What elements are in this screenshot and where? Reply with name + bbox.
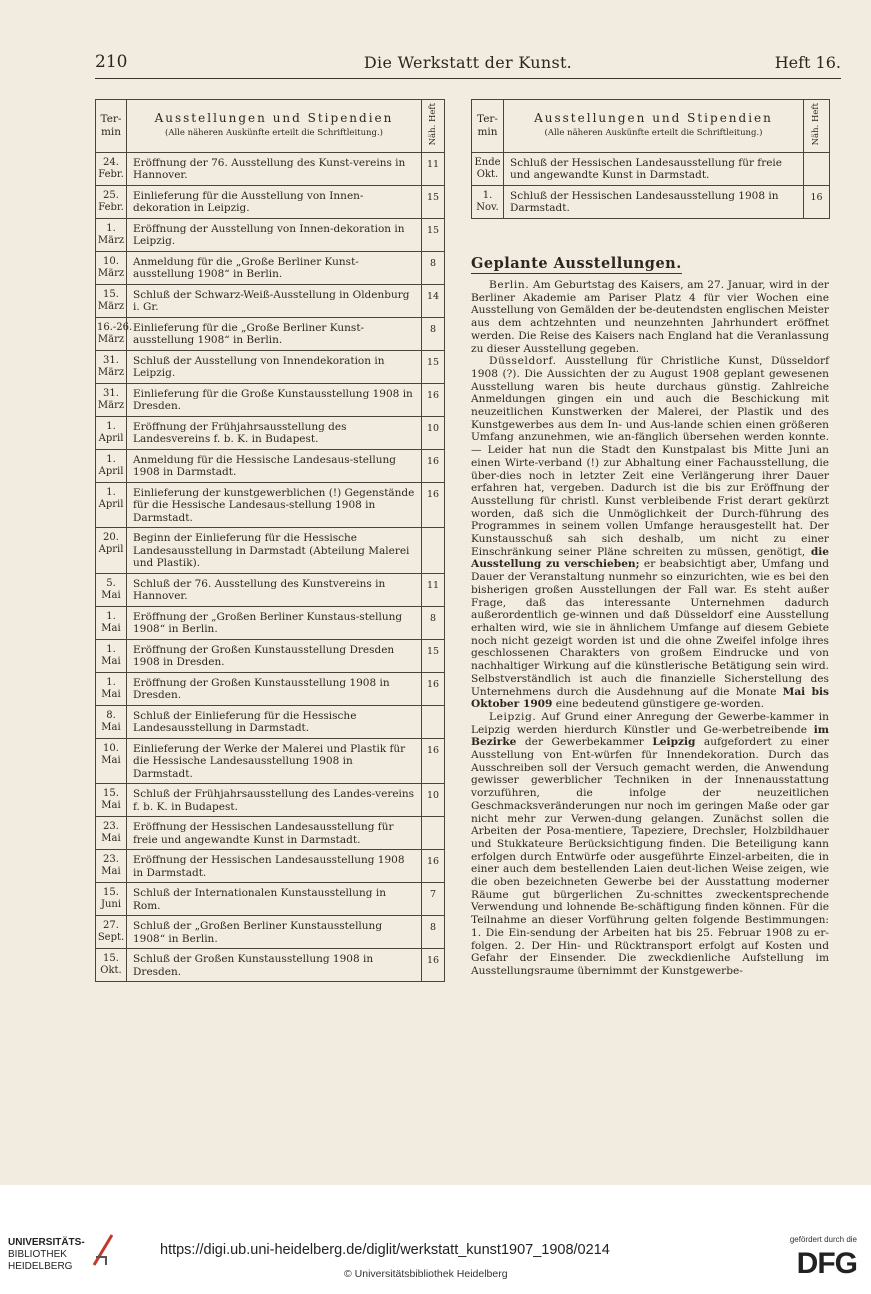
row-heft: 16: [422, 949, 445, 982]
row-text: Eröffnung der Frühjahrsausstellung des Landesvereins f. b. K. in Budapest.: [127, 416, 422, 449]
row-text: Eröffnung der Großen Kunstausstellung Dresden 1908 in Dresden.: [127, 639, 422, 672]
row-heft: 15: [422, 218, 445, 251]
row-text: Eröffnung der „Großen Berliner Kunstaus-stellung 1908“ in Berlin.: [127, 606, 422, 639]
section-heading: Geplante Ausstellungen.: [471, 255, 682, 272]
row-date: 1. Nov.: [472, 185, 504, 218]
row-date: 5. Mai: [96, 573, 127, 606]
paragraph-berlin: Berlin. Am Geburtstag des Kaisers, am 27. Januar, wird in der Berliner Akademie am Pariser Platz 4 für vier Wochen eine Ausstellung von Gemälden der be-deutendsten englischen Meister aus dem achtzehnten und neunzehnten Jahrhundert eröffnet werden. Die Reise des Kaisers nach England hat die Veranlassung zu dieser Ausstellung gegeben.: [471, 279, 829, 355]
table-row: [96, 185, 445, 218]
col-date-header: Ter- min: [96, 100, 127, 153]
table-row: [96, 317, 445, 350]
table-row: [96, 416, 445, 449]
col-title-header: Ausstellungen und Stipendien (Alle näheren Auskünfte erteilt die Schriftleitung.): [504, 100, 804, 153]
row-text: Eröffnung der 76. Ausstellung des Kunst-vereins in Hannover.: [127, 152, 422, 185]
table-row: [96, 916, 445, 949]
table-row: [96, 883, 445, 916]
row-date: 10. Mai: [96, 738, 127, 784]
table-row: [96, 672, 445, 705]
row-date: Ende Okt.: [472, 152, 504, 185]
paragraph-duesseldorf: Düsseldorf. Ausstellung für Christliche Kunst, Düsseldorf 1908 (?). Die Aussichten der zu August 1908 geplant gewesenen Ausstellung waren bis heute durchaus günstig. Zahlreiche Anmeldungen gingen ein und auch die Beschickung mit neuzeitlichen Kunstwerken der Malerei, der Plastik und des Kunstgewerbes aus dem In- und Aus-lande schien einen größeren Umfang anzunehmen, wie an-fänglich übersehen werden konnte. — Leider hat nun die Stadt den Kunstpalast bis Mitte Juni an einen Wirte-verband (!) zur Abhaltung einer Fachausstellung, die über-dies noch in letzter Zeit eine Verlängerung ihrer Dauer erfahren hat, vergeben. Dadurch ist die bis zur Eröffnung der Ausstellung für christl. Kunst verbleibende Frist derart gekürzt worden, daß sich die Unmöglichkeit der Durch-führung des Programmes in seinem vollen Umfange herausgestellt hat. Der Kunstausschuß sah sich deshalb, um nicht zu einer Einschränkung seiner Pläne schreiten zu müssen, genötigt, die Ausstellung zu verschieben; er beabsichtigt aber, Umfang und Dauer der Veranstaltung nunmehr so einzurichten, wie es bei den bisherigen großen Ausstellungen der Fall war. Es steht außer Frage, daß das interessante Unternehmen dadurch außerordentlich ge-winnen und daß Düsseldorf eine Ausstellung erhalten wird, wie sie in ähnlichem Umfange auf diesem Gebiete noch nicht gezeigt worden ist und die ohne Zweifel infolge ihres geschlossenen Charakters von großem Eindrucke und von nachhaltiger Wirkung auf die künstlerische Betätigung sein wird. Selbstverständlich ist auch die finanzielle Sicherstellung des Unternehmens durch die Ausdehnung auf die Monate Mai bis Oktober 1909 eine bedeutend günstigere ge-worden.: [471, 355, 829, 711]
library-emblem-icon: [92, 1233, 114, 1267]
library-logo[interactable]: UNIVERSITÄTS- BIBLIOTHEK HEIDELBERG: [8, 1237, 85, 1272]
table-row: [96, 152, 445, 185]
row-date: 31. März: [96, 350, 127, 383]
row-date: 31. März: [96, 383, 127, 416]
table-row: [96, 573, 445, 606]
row-heft: 16: [422, 672, 445, 705]
row-date: 1. Mai: [96, 672, 127, 705]
city-leipzig: Leipzig.: [489, 710, 537, 723]
table-row: [96, 218, 445, 251]
row-text: Schluß der Internationalen Kunstausstellung in Rom.: [127, 883, 422, 916]
row-heft: 11: [422, 573, 445, 606]
row-heft: 8: [422, 916, 445, 949]
row-text: Einlieferung für die Große Kunstausstellung 1908 in Dresden.: [127, 383, 422, 416]
row-date: 8. Mai: [96, 705, 127, 738]
row-text: Einlieferung der Werke der Malerei und Plastik für die Hessische Landesausstellung 1908 in Darmstadt.: [127, 738, 422, 784]
table-row: [96, 949, 445, 982]
copyright-notice: © Universitätsbibliothek Heidelberg: [344, 1268, 508, 1280]
funding-caption: gefördert durch die: [789, 1235, 857, 1244]
row-date: 23. Mai: [96, 850, 127, 883]
row-heft: 7: [422, 883, 445, 916]
row-date: 27. Sept.: [96, 916, 127, 949]
row-date: 1. Mai: [96, 639, 127, 672]
row-heft: 14: [422, 284, 445, 317]
row-text: Schluß der Schwarz-Weiß-Ausstellung in Oldenburg i. Gr.: [127, 284, 422, 317]
table-row: [96, 606, 445, 639]
row-heft: 10: [422, 784, 445, 817]
row-date: 1. April: [96, 482, 127, 528]
journal-title: Die Werkstatt der Kunst.: [363, 53, 573, 72]
row-date: 15. Mai: [96, 784, 127, 817]
row-heft: 10: [422, 416, 445, 449]
row-text: Schluß der Hessischen Landesausstellung 1908 in Darmstadt.: [504, 185, 804, 218]
row-text: Anmeldung für die „Große Berliner Kunst-ausstellung 1908“ in Berlin.: [127, 251, 422, 284]
schedule-table-right: [471, 99, 830, 219]
row-heft: [422, 528, 445, 574]
dfg-logo[interactable]: DFG: [796, 1247, 857, 1280]
row-date: 16.-26. März: [96, 317, 127, 350]
row-heft: [422, 817, 445, 850]
table-row: [472, 152, 830, 185]
row-date: 15. Juni: [96, 883, 127, 916]
row-heft: 8: [422, 317, 445, 350]
issue-number: Heft 16.: [774, 53, 841, 72]
table-row: [96, 639, 445, 672]
article-body: [471, 279, 829, 978]
col-heft-header: Näh. Heft: [422, 100, 445, 153]
table-row: [96, 528, 445, 574]
row-date: 24. Febr.: [96, 152, 127, 185]
table-row: [96, 449, 445, 482]
row-heft: 16: [422, 449, 445, 482]
table-row: [96, 850, 445, 883]
row-heft: 16: [422, 850, 445, 883]
row-text: Schluß der „Großen Berliner Kunstausstellung 1908“ in Berlin.: [127, 916, 422, 949]
col-title-header: Ausstellungen und Stipendien (Alle näheren Auskünfte erteilt die Schriftleitung.): [127, 100, 422, 153]
row-date: 25. Febr.: [96, 185, 127, 218]
row-date: 10. März: [96, 251, 127, 284]
table-row: [96, 705, 445, 738]
row-date: 1. Mai: [96, 606, 127, 639]
table-row: [96, 784, 445, 817]
row-text: Schluß der Frühjahrsausstellung des Landes-vereins f. b. K. in Budapest.: [127, 784, 422, 817]
row-text: Einlieferung der kunstgewerblichen (!) Gegenstände für die Hessische Landesaus-stellung 1908 in Darmstadt.: [127, 482, 422, 528]
permalink-url[interactable]: https://digi.ub.uni-heidelberg.de/diglit/werkstatt_kunst1907_1908/0214: [160, 1242, 610, 1258]
running-header: [95, 52, 841, 79]
row-text: Einlieferung für die Ausstellung von Innen-dekoration in Leipzig.: [127, 185, 422, 218]
row-date: 15. Okt.: [96, 949, 127, 982]
city-duesseldorf: Düsseldorf.: [489, 355, 557, 368]
table-row: [96, 817, 445, 850]
table-row: [96, 251, 445, 284]
row-heft: 15: [422, 350, 445, 383]
row-text: Schluß der 76. Ausstellung des Kunstvereins in Hannover.: [127, 573, 422, 606]
row-text: Eröffnung der Hessischen Landesausstellung 1908 in Darmstadt.: [127, 850, 422, 883]
row-text: Schluß der Großen Kunstausstellung 1908 in Dresden.: [127, 949, 422, 982]
row-date: 1. März: [96, 218, 127, 251]
table-row: [472, 185, 830, 218]
schedule-table-left: [95, 99, 445, 982]
page-number: 210: [95, 52, 128, 72]
row-text: Schluß der Ausstellung von Innendekoration in Leipzig.: [127, 350, 422, 383]
row-text: Eröffnung der Großen Kunstausstellung 1908 in Dresden.: [127, 672, 422, 705]
row-heft: 15: [422, 185, 445, 218]
table-row: [96, 383, 445, 416]
table-row: [96, 350, 445, 383]
row-heft: 16: [422, 738, 445, 784]
table-row: [96, 482, 445, 528]
row-heft: 8: [422, 606, 445, 639]
row-date: 1. April: [96, 449, 127, 482]
table-row: [96, 738, 445, 784]
col-date-header: Ter- min: [472, 100, 504, 153]
row-heft: 16: [422, 383, 445, 416]
row-text: Beginn der Einlieferung für die Hessische Landesausstellung in Darmstadt (Abteilung Malerei und Plastik).: [127, 528, 422, 574]
row-text: Schluß der Einlieferung für die Hessische Landesausstellung in Darmstadt.: [127, 705, 422, 738]
row-heft: 16: [422, 482, 445, 528]
col-heft-header: Näh. Heft: [804, 100, 830, 153]
row-text: Eröffnung der Hessischen Landesausstellung für freie und angewandte Kunst in Darmstadt.: [127, 817, 422, 850]
city-berlin: Berlin.: [489, 279, 530, 291]
viewer-footer: [0, 1185, 871, 1294]
row-heft: 15: [422, 639, 445, 672]
row-text: Einlieferung für die „Große Berliner Kunst-ausstellung 1908“ in Berlin.: [127, 317, 422, 350]
row-heft: [804, 152, 830, 185]
row-heft: 16: [804, 185, 830, 218]
row-date: 1. April: [96, 416, 127, 449]
row-text: Schluß der Hessischen Landesausstellung für freie und angewandte Kunst in Darmstadt.: [504, 152, 804, 185]
row-date: 23. Mai: [96, 817, 127, 850]
row-heft: [422, 705, 445, 738]
row-heft: 8: [422, 251, 445, 284]
table-row: [96, 284, 445, 317]
row-date: 15. März: [96, 284, 127, 317]
row-text: Eröffnung der Ausstellung von Innen-dekoration in Leipzig.: [127, 218, 422, 251]
paragraph-leipzig: Leipzig. Auf Grund einer Anregung der Gewerbe-kammer in Leipzig werden hierdurch Künstler und Ge-werbetreibende im Bezirke der Gewerbekammer Leipzig aufgefordert zu einer Ausstellung von Ent-würfen für Innendekoration. Durch das Ausschreiben soll der Versuch gemacht werden, die Anwendung gewisser gewerblicher Techniken in der Innenausstattung vorzuführen, die infolge der neuzeitlichen Geschmacksveränderungen nur noch im geringen Maße oder gar nicht mehr zur Verwen-dung gelangen. Zunächst sollen die Arbeiten der Posa-mentiere, Tapeziere, Drechsler, Holzbildhauer und Stukkateure Berücksichtigung finden. Die Beteiligung kann erfolgen durch Entwürfe oder ausgeführte Einzel-arbeiten, die in einer auch dem bestellenden Laien deut-lichen Weise zeigen, wie die oben bezeichneten Gewerbe bei der Ausstattung moderner Räume gut bürgerlichen Zu-schnittes zweckentsprechende Verwendung und lohnende Be-schäftigung finden können. Für die Teilnahme an dieser Vorführung gelten folgende Bestimmungen: 1. Die Ein-sendung der Arbeiten hat bis 25. Februar 1908 zu er-folgen. 2. Der Hin- und Rücktransport erfolgt auf Kosten und Gefahr der Einsender. Die zweckdienliche Aufstellung im Ausstellungsraume übernimmt der Kunstgewerbe-: [471, 710, 829, 977]
row-date: 20. April: [96, 528, 127, 574]
row-text: Anmeldung für die Hessische Landesaus-stellung 1908 in Darmstadt.: [127, 449, 422, 482]
row-heft: 11: [422, 152, 445, 185]
